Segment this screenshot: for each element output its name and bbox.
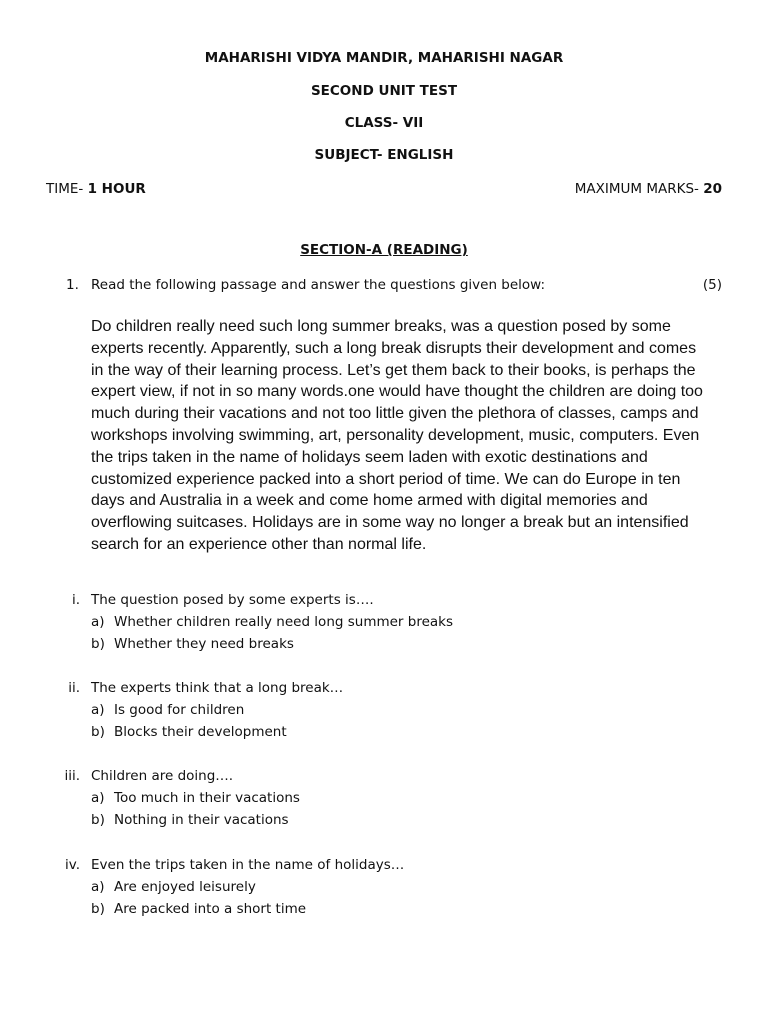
option-a: a) Whether children really need long summer breaks (91, 614, 454, 630)
marks-label: MAXIMUM MARKS- (574, 181, 704, 197)
passage-line: days and Australia in a week and come home armed with digital memories and (91, 492, 648, 510)
question-roman: i. (71, 592, 80, 608)
question-number: 1. (66, 277, 79, 293)
section-heading: SECTION-A (READING) (300, 242, 468, 258)
test-title: SECOND UNIT TEST (310, 83, 458, 99)
passage-line: workshops involving swimming, art, personality development, music, computers. Even (91, 426, 700, 444)
option-a: a) Are enjoyed leisurely (91, 879, 256, 895)
class-label: CLASS- VII (344, 115, 424, 131)
question-roman: iv. (65, 857, 80, 873)
passage-line: experts recently. Apparently, such a long break disrupts their development and comes (91, 339, 697, 357)
reading-passage (91, 316, 731, 556)
option-b: b) Blocks their development (91, 724, 287, 740)
passage-line: much during their vacations and not too little given the plethora of classes, camps and (91, 405, 699, 423)
passage-line: Do children really need such long summer breaks, was a question posed by some (91, 318, 671, 335)
question-stem: Children are doing…. (91, 768, 234, 784)
school-name: MAHARISHI VIDYA MANDIR, MAHARISHI NAGAR (204, 50, 564, 66)
option-a: a) Too much in their vacations (91, 790, 300, 806)
marks-value: 20 (703, 181, 722, 197)
question-roman: ii. (68, 680, 80, 696)
question-stem: The experts think that a long break… (91, 680, 344, 696)
option-b: b) Nothing in their vacations (91, 812, 289, 828)
question-marks: (5) (702, 277, 722, 293)
question-instruction: Read the following passage and answer the questions given below: (91, 277, 546, 293)
question-roman: iii. (64, 768, 80, 784)
question-stem: The question posed by some experts is…. (91, 592, 374, 608)
passage-line: in the way of their learning process. Let’s get them back to their books, is perhaps the (91, 361, 696, 379)
passage-line: expert view, if not in so many words.one would have thought the children are doing too (91, 383, 703, 401)
option-a: a) Is good for children (91, 702, 245, 718)
passage-line: customized experience packed into a short period of time. We can do Europe in ten (91, 470, 681, 488)
marks-info (575, 180, 722, 198)
passage-line: the trips taken in the name of holidays seem laden with exotic destinations and (91, 448, 648, 466)
subject-label: SUBJECT- ENGLISH (314, 147, 454, 163)
passage-line: search for an experience other than normal life. (91, 535, 427, 553)
time-label: TIME- (46, 181, 88, 197)
option-b: b) Whether they need breaks (91, 636, 294, 652)
time-info (46, 180, 146, 198)
passage-line: overflowing suitcases. Holidays are in some way no longer a break but an intensified (91, 514, 689, 532)
option-b: b) Are packed into a short time (91, 901, 307, 917)
time-value: 1 HOUR (87, 181, 146, 197)
question-stem: Even the trips taken in the name of holidays… (91, 857, 405, 873)
